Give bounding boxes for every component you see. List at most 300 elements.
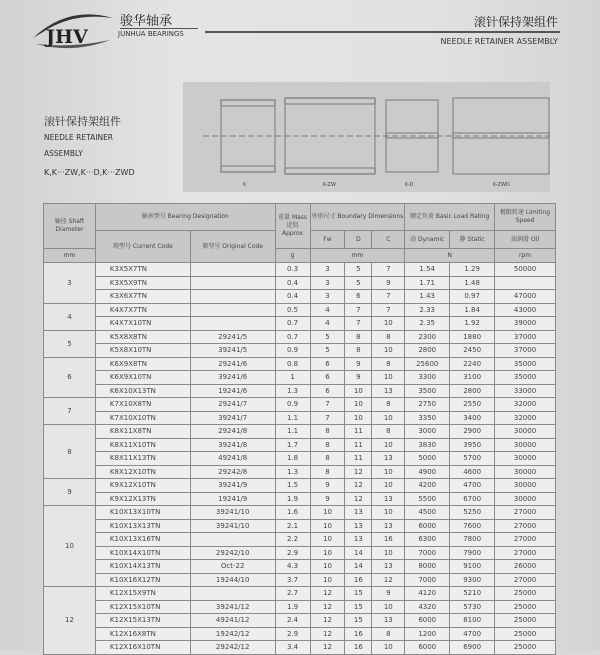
mass: 0.9 [275, 398, 310, 412]
dynamic-load: 2.33 [405, 303, 450, 317]
table-row [44, 573, 556, 587]
current-code: K12X15X9TN [95, 587, 190, 601]
table-row [44, 533, 556, 547]
table-row [44, 425, 556, 439]
static-load: 1.29 [450, 263, 495, 277]
dynamic-load: 3830 [405, 438, 450, 452]
fw: 6 [310, 371, 345, 385]
current-code: K10X13X16TN [95, 533, 190, 547]
original-code: Oct-22 [190, 560, 275, 574]
fw: 10 [310, 533, 345, 547]
c: 8 [372, 398, 405, 412]
d: 16 [345, 627, 372, 641]
limiting-speed: 39000 [495, 317, 556, 331]
d: 7 [345, 303, 372, 317]
mass: 2.9 [275, 546, 310, 560]
d: 15 [345, 587, 372, 601]
header-oil: 油润滑 Oil [495, 231, 556, 249]
fw: 8 [310, 465, 345, 479]
current-code: K8X11X10TN [95, 438, 190, 452]
c: 16 [372, 533, 405, 547]
current-code: K8X12X10TN [95, 465, 190, 479]
mass: 0.7 [275, 317, 310, 331]
c: 10 [372, 641, 405, 655]
d: 6 [345, 290, 372, 304]
fw: 5 [310, 344, 345, 358]
fw: 7 [310, 411, 345, 425]
c: 8 [372, 357, 405, 371]
limiting-speed: 27000 [495, 519, 556, 533]
mass: 1.5 [275, 479, 310, 493]
limiting-speed: 32000 [495, 411, 556, 425]
d: 5 [345, 276, 372, 290]
brand-name-en: JUNHUA BEARINGS [118, 30, 184, 38]
table-row [44, 371, 556, 385]
original-code [190, 276, 275, 290]
shaft-diameter: 9 [44, 479, 96, 506]
c: 7 [372, 303, 405, 317]
limiting-speed [495, 276, 556, 290]
current-code: K6X9X8TN [95, 357, 190, 371]
c: 10 [372, 479, 405, 493]
dynamic-load: 4900 [405, 465, 450, 479]
fw: 12 [310, 614, 345, 628]
static-load: 0.97 [450, 290, 495, 304]
original-code: 49241/8 [190, 452, 275, 466]
table-row [44, 411, 556, 425]
table-row [44, 492, 556, 506]
table-row [44, 384, 556, 398]
shaft-diameter: 6 [44, 357, 96, 398]
original-code [190, 263, 275, 277]
mass: 0.3 [275, 263, 310, 277]
d: 13 [345, 533, 372, 547]
c: 12 [372, 573, 405, 587]
mass: 4.3 [275, 560, 310, 574]
mass: 0.4 [275, 290, 310, 304]
d: 10 [345, 411, 372, 425]
original-code: 19241/6 [190, 384, 275, 398]
limiting-speed: 33000 [495, 384, 556, 398]
brand-name-cn: 骏华轴承 [120, 14, 173, 29]
limiting-speed: 30000 [495, 438, 556, 452]
mass: 1.8 [275, 452, 310, 466]
mass: 2.2 [275, 533, 310, 547]
header-current: 现型号 Current Code [95, 231, 190, 263]
table-row [44, 641, 556, 655]
original-code: 29241/8 [190, 425, 275, 439]
limiting-speed: 37000 [495, 330, 556, 344]
diagram-label: K-D [405, 182, 414, 188]
c: 10 [372, 317, 405, 331]
dynamic-load: 3350 [405, 411, 450, 425]
unit-shaft: mm [44, 249, 96, 263]
limiting-speed: 30000 [495, 452, 556, 466]
shaft-diameter: 3 [44, 263, 96, 304]
mass: 0.5 [275, 303, 310, 317]
current-code: K12X15X13TN [95, 614, 190, 628]
table-row [44, 303, 556, 317]
c: 13 [372, 492, 405, 506]
table-row [44, 614, 556, 628]
table-row [44, 627, 556, 641]
dynamic-load: 1.43 [405, 290, 450, 304]
mass: 0.9 [275, 344, 310, 358]
current-code: K3X5X9TN [95, 276, 190, 290]
fw: 12 [310, 600, 345, 614]
unit-dims: mm [310, 249, 405, 263]
page-title-cn: 滚针保持架组件 [473, 15, 558, 29]
limiting-speed: 47000 [495, 290, 556, 304]
c: 13 [372, 560, 405, 574]
limiting-speed: 27000 [495, 546, 556, 560]
original-code: 29241/7 [190, 398, 275, 412]
c: 8 [372, 425, 405, 439]
original-code: 29242/10 [190, 546, 275, 560]
header-dynamic: 动 Dynamic [405, 231, 450, 249]
header-dimensions: 外形尺寸 Boundary Dimensions [310, 204, 405, 231]
d: 9 [345, 357, 372, 371]
static-load: 8100 [450, 614, 495, 628]
unit-load: N [405, 249, 495, 263]
limiting-speed: 32000 [495, 398, 556, 412]
original-code [190, 587, 275, 601]
fw: 3 [310, 263, 345, 277]
c: 10 [372, 465, 405, 479]
d: 10 [345, 384, 372, 398]
mass: 0.4 [275, 276, 310, 290]
d: 13 [345, 506, 372, 520]
dynamic-load: 1.71 [405, 276, 450, 290]
fw: 6 [310, 357, 345, 371]
original-code: 39241/10 [190, 506, 275, 520]
c: 7 [372, 290, 405, 304]
current-code: K10X13X10TN [95, 506, 190, 520]
fw: 6 [310, 384, 345, 398]
current-code: K10X13X13TN [95, 519, 190, 533]
d: 12 [345, 465, 372, 479]
original-code: 39241/5 [190, 344, 275, 358]
static-load: 3950 [450, 438, 495, 452]
limiting-speed: 27000 [495, 573, 556, 587]
dynamic-load: 2750 [405, 398, 450, 412]
dynamic-load: 8000 [405, 560, 450, 574]
d: 5 [345, 263, 372, 277]
mass: 0.8 [275, 357, 310, 371]
d: 14 [345, 546, 372, 560]
header-original: 原型号 Original Code [190, 231, 275, 263]
static-load: 4700 [450, 627, 495, 641]
original-code: 39241/9 [190, 479, 275, 493]
dynamic-load: 2.35 [405, 317, 450, 331]
fw: 3 [310, 290, 345, 304]
d: 10 [345, 398, 372, 412]
fw: 8 [310, 452, 345, 466]
dynamic-load: 1200 [405, 627, 450, 641]
c: 10 [372, 371, 405, 385]
current-code: K5X8X8TN [95, 330, 190, 344]
c: 10 [372, 438, 405, 452]
static-load: 4600 [450, 465, 495, 479]
diagram-label: K [243, 182, 247, 188]
current-code: K3X6X7TN [95, 290, 190, 304]
original-code: 39241/10 [190, 519, 275, 533]
header-speed: 极限转速 Limiting Speed [495, 204, 556, 231]
header-fw: Fw [310, 231, 345, 249]
fw: 12 [310, 587, 345, 601]
mass: 1.9 [275, 492, 310, 506]
static-load: 1.92 [450, 317, 495, 331]
table-row [44, 560, 556, 574]
static-load: 5250 [450, 506, 495, 520]
jhv-logo [28, 10, 118, 50]
c: 10 [372, 344, 405, 358]
limiting-speed: 43000 [495, 303, 556, 317]
original-code: 29242/8 [190, 465, 275, 479]
bearing-diagrams [183, 82, 550, 192]
fw: 10 [310, 519, 345, 533]
mass: 1.1 [275, 425, 310, 439]
dynamic-load: 3300 [405, 371, 450, 385]
c: 9 [372, 587, 405, 601]
current-code: K5X8X10TN [95, 344, 190, 358]
current-code: K4X7X10TN [95, 317, 190, 331]
static-load: 9300 [450, 573, 495, 587]
shaft-diameter: 12 [44, 587, 96, 655]
table-row [44, 290, 556, 304]
current-code: K3X5X7TN [95, 263, 190, 277]
mass: 1.1 [275, 411, 310, 425]
specification-table [43, 203, 556, 655]
unit-mass: g [275, 249, 310, 263]
dynamic-load: 6000 [405, 641, 450, 655]
original-code: 39241/7 [190, 411, 275, 425]
c: 7 [372, 263, 405, 277]
dynamic-load: 7000 [405, 573, 450, 587]
static-load: 5730 [450, 600, 495, 614]
current-code: K6X9X10TN [95, 371, 190, 385]
table-row [44, 519, 556, 533]
d: 16 [345, 573, 372, 587]
current-code: K9X12X10TN [95, 479, 190, 493]
static-load: 2800 [450, 384, 495, 398]
limiting-speed: 30000 [495, 465, 556, 479]
dynamic-load: 5500 [405, 492, 450, 506]
original-code: 29241/5 [190, 330, 275, 344]
page-title-en: NEEDLE RETAINER ASSEMBLY [440, 37, 558, 46]
mass: 1.6 [275, 506, 310, 520]
limiting-speed: 27000 [495, 506, 556, 520]
table-row [44, 587, 556, 601]
header-shaft: 轴径 Shaft Diameter [44, 204, 96, 249]
static-load: 2550 [450, 398, 495, 412]
static-load: 6900 [450, 641, 495, 655]
fw: 9 [310, 492, 345, 506]
header-designation: 轴承型号 Bearing Designation [95, 204, 275, 231]
current-code: K7X10X8TN [95, 398, 190, 412]
original-code: 29241/6 [190, 357, 275, 371]
c: 10 [372, 600, 405, 614]
shaft-diameter: 4 [44, 303, 96, 330]
static-load: 2240 [450, 357, 495, 371]
diagram-label: K-ZWD [493, 182, 510, 188]
c: 13 [372, 384, 405, 398]
limiting-speed: 27000 [495, 533, 556, 547]
original-code: 19244/10 [190, 573, 275, 587]
mass: 2.9 [275, 627, 310, 641]
fw: 7 [310, 398, 345, 412]
mass: 1.9 [275, 600, 310, 614]
mass: 0.7 [275, 330, 310, 344]
current-code: K8X11X13TN [95, 452, 190, 466]
mass: 2.7 [275, 587, 310, 601]
dynamic-load: 4500 [405, 506, 450, 520]
dynamic-load: 3500 [405, 384, 450, 398]
header-mass: 重量 Mass 近似 Approx [275, 204, 310, 249]
table-row [44, 452, 556, 466]
fw: 10 [310, 560, 345, 574]
dynamic-load: 2800 [405, 344, 450, 358]
static-load: 7800 [450, 533, 495, 547]
d: 11 [345, 438, 372, 452]
current-code: K8X11X8TN [95, 425, 190, 439]
static-load: 5210 [450, 587, 495, 601]
static-load: 4700 [450, 479, 495, 493]
table-row [44, 330, 556, 344]
dynamic-load: 5000 [405, 452, 450, 466]
d: 13 [345, 519, 372, 533]
limiting-speed: 25000 [495, 641, 556, 655]
table-row [44, 317, 556, 331]
limiting-speed: 26000 [495, 560, 556, 574]
d: 12 [345, 479, 372, 493]
original-code: 39241/8 [190, 438, 275, 452]
header-divider [205, 31, 560, 33]
current-code: K6X10X13TN [95, 384, 190, 398]
c: 9 [372, 276, 405, 290]
dynamic-load: 6000 [405, 614, 450, 628]
fw: 10 [310, 573, 345, 587]
limiting-speed: 25000 [495, 600, 556, 614]
dynamic-load: 4200 [405, 479, 450, 493]
c: 10 [372, 506, 405, 520]
static-load: 3400 [450, 411, 495, 425]
limiting-speed: 50000 [495, 263, 556, 277]
table-row [44, 357, 556, 371]
current-code: K10X16X12TN [95, 573, 190, 587]
c: 13 [372, 452, 405, 466]
unit-speed: rpm [495, 249, 556, 263]
section-title-cn: 滚针保持架组件 [44, 115, 121, 128]
fw: 9 [310, 479, 345, 493]
d: 7 [345, 317, 372, 331]
limiting-speed: 30000 [495, 425, 556, 439]
fw: 10 [310, 506, 345, 520]
fw: 12 [310, 627, 345, 641]
fw: 8 [310, 438, 345, 452]
section-title-en: NEEDLE RETAINER ASSEMBLY [44, 133, 114, 158]
fw: 4 [310, 303, 345, 317]
series-codes: K,K···ZW,K···D,K···ZWD [44, 168, 135, 177]
header-d: D [345, 231, 372, 249]
static-load: 5700 [450, 452, 495, 466]
header-load: 额定负荷 Basic Load Rating [405, 204, 495, 231]
current-code: K12X15X10TN [95, 600, 190, 614]
d: 8 [345, 330, 372, 344]
diagram-label: K-ZW [323, 182, 336, 188]
mass: 2.4 [275, 614, 310, 628]
c: 10 [372, 411, 405, 425]
fw: 5 [310, 330, 345, 344]
current-code: K10X14X10TN [95, 546, 190, 560]
table-row [44, 546, 556, 560]
c: 10 [372, 546, 405, 560]
original-code: 49241/12 [190, 614, 275, 628]
d: 8 [345, 344, 372, 358]
dynamic-load: 4120 [405, 587, 450, 601]
table-row [44, 398, 556, 412]
limiting-speed: 35000 [495, 357, 556, 371]
static-load: 6700 [450, 492, 495, 506]
shaft-diameter: 8 [44, 425, 96, 479]
table-row [44, 600, 556, 614]
header-c: C [372, 231, 405, 249]
static-load: 1.84 [450, 303, 495, 317]
table-row [44, 344, 556, 358]
fw: 4 [310, 317, 345, 331]
limiting-speed: 30000 [495, 492, 556, 506]
static-load: 7600 [450, 519, 495, 533]
fw: 10 [310, 546, 345, 560]
fw: 12 [310, 641, 345, 655]
limiting-speed: 25000 [495, 587, 556, 601]
d: 16 [345, 641, 372, 655]
svg-text:JHV: JHV [46, 26, 88, 48]
original-code: 39241/6 [190, 371, 275, 385]
c: 8 [372, 627, 405, 641]
static-load: 1.48 [450, 276, 495, 290]
original-code [190, 317, 275, 331]
c: 13 [372, 614, 405, 628]
limiting-speed: 30000 [495, 479, 556, 493]
static-load: 9100 [450, 560, 495, 574]
d: 15 [345, 600, 372, 614]
limiting-speed: 25000 [495, 627, 556, 641]
mass: 1.3 [275, 384, 310, 398]
original-code [190, 533, 275, 547]
original-code: 39241/12 [190, 600, 275, 614]
d: 14 [345, 560, 372, 574]
table-row [44, 276, 556, 290]
original-code: 29242/12 [190, 641, 275, 655]
mass: 1.7 [275, 438, 310, 452]
shaft-diameter: 10 [44, 506, 96, 587]
table-row [44, 263, 556, 277]
original-code [190, 290, 275, 304]
fw: 3 [310, 276, 345, 290]
current-code: K12X16X10TN [95, 641, 190, 655]
dynamic-load: 6300 [405, 533, 450, 547]
d: 15 [345, 614, 372, 628]
current-code: K10X14X13TN [95, 560, 190, 574]
mass: 1 [275, 371, 310, 385]
dynamic-load: 3000 [405, 425, 450, 439]
d: 9 [345, 371, 372, 385]
mass: 2.1 [275, 519, 310, 533]
header-static: 静 Static [450, 231, 495, 249]
limiting-speed: 35000 [495, 371, 556, 385]
shaft-diameter: 5 [44, 330, 96, 357]
